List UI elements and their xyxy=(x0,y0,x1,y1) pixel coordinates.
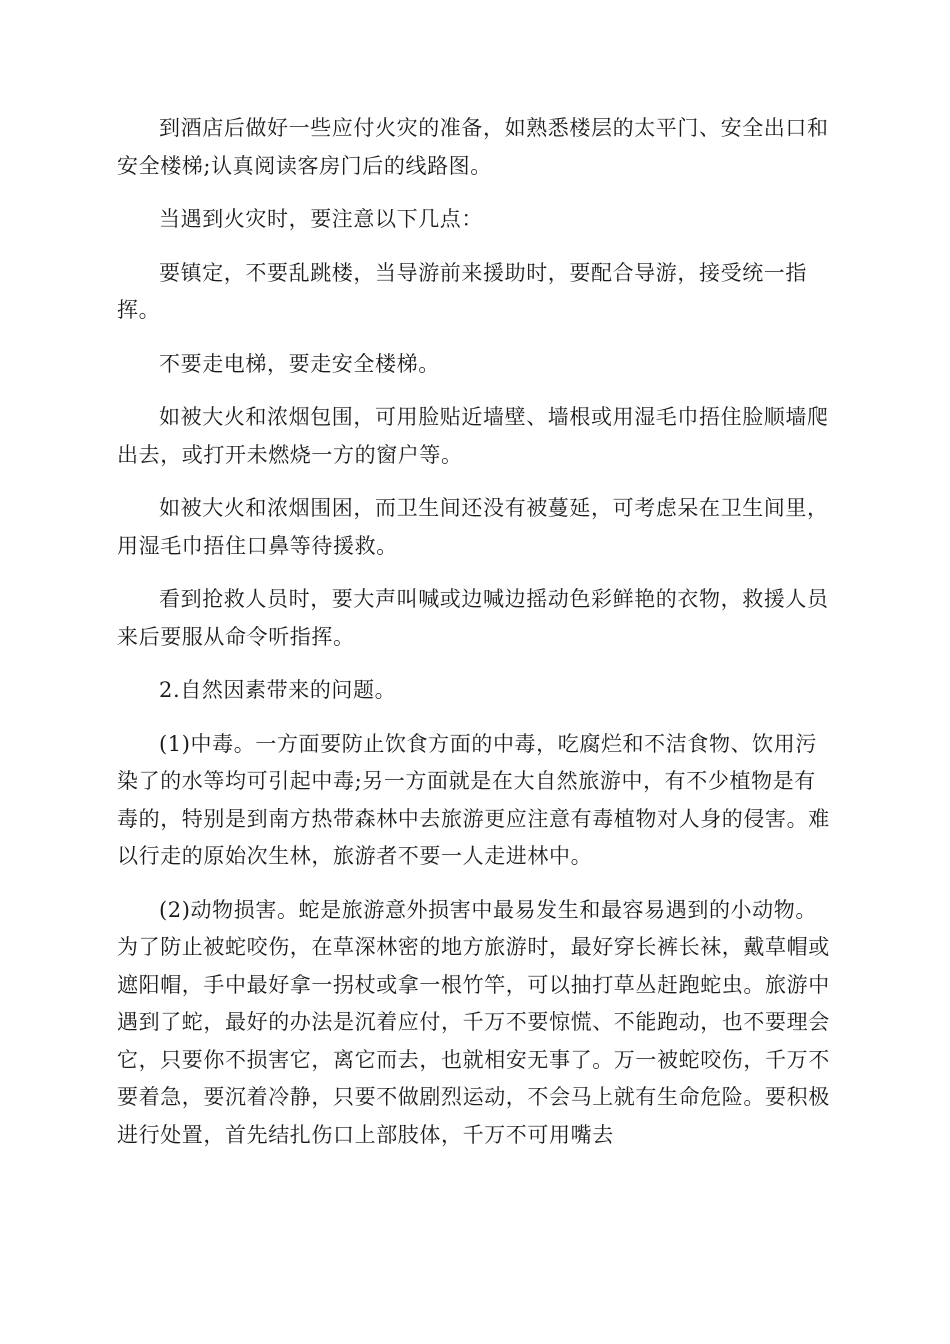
paragraph-stay-calm: 要镇定，不要乱跳楼，当导游前来援助时，要配合导游，接受统一指挥。 xyxy=(117,260,807,322)
paragraph-smoke-surrounded: 如被大火和浓烟包围，可用脸贴近墙壁、墙根或用湿毛巾捂住脸顺墙爬出去，或打开未燃烧一方的窗户等。 xyxy=(117,405,829,467)
paragraph-animal-harm: (2)动物损害。蛇是旅游意外损害中最易发生和最容易遇到的小动物。为了防止被蛇咬伤，在草深林密的地方旅游时，最好穿长裤长袜，戴草帽或遮阳帽，手中最好拿一拐杖或拿一根竹竿，可以抽打草丛赶跑蛇虫。旅游中遇到了蛇，最好的办法是沉着应付，千万不要惊慌、不能跑动，也不要理会它，只要你不损害它，离它而去，也就相安无事了。万一被蛇咬伤，千万不要着急，要沉着冷静，只要不做剧烈运动，不会马上就有生命危险。要积极进行处置，首先结扎伤口上部肢体，千万不可用嘴去 xyxy=(117,897,830,1147)
section-heading-natural-factors: 2.自然因素带来的问题。 xyxy=(159,678,397,702)
paragraph-no-elevator: 不要走电梯，要走安全楼梯。 xyxy=(159,351,440,376)
paragraph-hotel-fire-preparation: 到酒店后做好一些应付火灾的准备，如熟悉楼层的太平门、安全出口和安全楼梯;认真阅读客房门后的线路图。 xyxy=(117,116,829,178)
document-body xyxy=(117,110,835,1170)
paragraph-fire-notes-intro: 当遇到火灾时，要注意以下几点： xyxy=(159,207,483,231)
paragraph-bathroom-wait: 如被大火和浓烟围困，而卫生间还没有被蔓延，可考虑呆在卫生间里，用湿毛巾捂住口鼻等待援救。 xyxy=(117,496,829,558)
paragraph-signal-rescuers: 看到抢救人员时，要大声叫喊或边喊边摇动色彩鲜艳的衣物，救援人员来后要服从命令听指挥。 xyxy=(117,587,829,649)
paragraph-poisoning: (1)中毒。一方面要防止饮食方面的中毒，吃腐烂和不洁食物、饮用污染了的水等均可引起中毒;另一方面就是在大自然旅游中，有不少植物是有毒的，特别是到南方热带森林中去旅游更应注意有毒植物对人身的侵害。难以行走的原始次生林，旅游者不要一人走进林中。 xyxy=(117,731,830,868)
